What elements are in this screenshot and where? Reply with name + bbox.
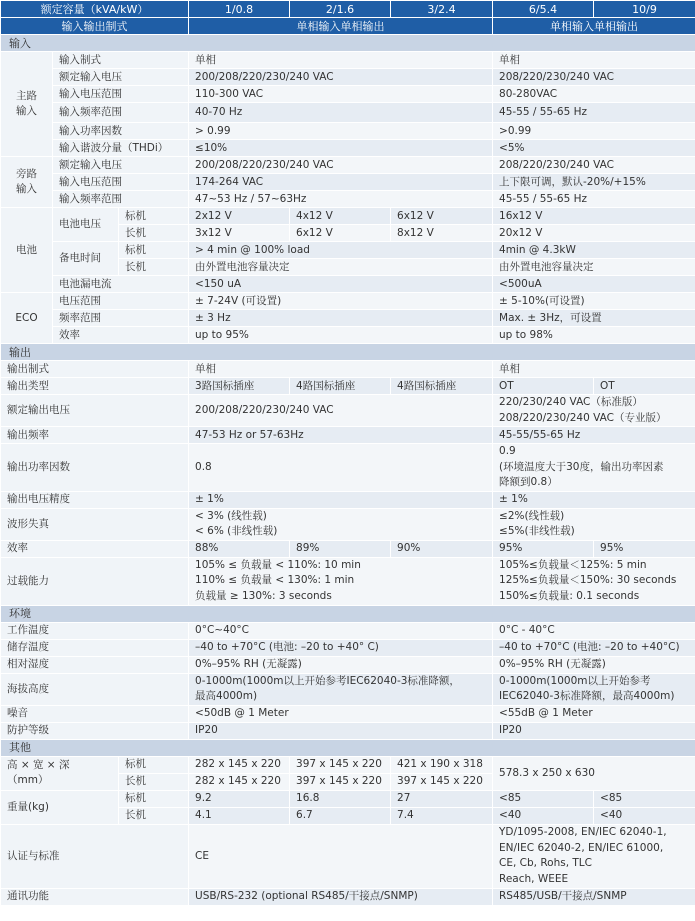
cell-value: 0°C - 40°C [493,622,695,639]
capacity-row [1,1,695,18]
cell-value: 由外置电池容量决定 [189,259,493,276]
row-label: 过载能力 [1,557,189,605]
cell-value: 200/208/220/230/240 VAC [189,157,493,174]
capacity-label: 额定容量（kVA/kW） [1,1,189,18]
cell-value: <40 [594,807,695,824]
cell-value: ≤10% [189,140,493,157]
cell-value: 282 x 145 x 220 [189,756,290,773]
cell-value: 200/208/220/230/240 VAC [189,395,493,427]
cell-value: > 0.99 [189,123,493,140]
row-label: 防护等级 [1,722,189,739]
cell-value: 8x12 V [391,225,493,242]
row-label: 输入电压范围 [53,86,189,103]
cell-value: 4min @ 4.3kW [493,242,695,259]
row-label: 噪音 [1,705,189,722]
cell-value: <55dB @ 1 Meter [493,705,695,722]
cell-value: <5% [493,140,695,157]
cell-value: <500uA [493,276,695,293]
row-label: 电池电压 [53,208,119,242]
cell-value: 20x12 V [493,225,695,242]
row-label: 输入功率因数 [53,123,189,140]
cell-value: 4.1 [189,807,290,824]
cell-value: YD/1095-2008, EN/IEC 62040-1, EN/IEC 62040-2, EN/IEC 61000, CE, Cb, Rohs, TLC Reach, WEEE [493,824,695,888]
cell-value: 上下限可调，默认-20%/+15% [493,174,695,191]
table-row [1,276,695,293]
cell-value: 89% [290,540,391,557]
cell-value: 397 x 145 x 220 [391,773,493,790]
row-label: 输入制式 [53,52,189,69]
row-label: 输出类型 [1,378,189,395]
cell-value: 208/220/230/240 VAC [493,157,695,174]
cell-value: ≤2%(线性载) ≤5%(非线性载) [493,508,695,540]
cell-value: 45-55/55-65 Hz [493,427,695,444]
cell-value: 110-300 VAC [189,86,493,103]
table-row [1,622,695,639]
cell-value: 单相 [189,361,493,378]
sub-label-long: 长机 [119,773,189,790]
cell-value: 0°C~40°C [189,622,493,639]
table-row [1,427,695,444]
cell-value: > 4 min @ 100% load [189,242,493,259]
table-row [1,557,695,605]
cell-value: 47~53 Hz / 57~63Hz [189,191,493,208]
cell-value: ± 5-10%(可设置) [493,293,695,310]
row-label: 通讯功能 [1,888,189,905]
cell-value: 0-1000m(1000m以上开始参考 IEC62040-3标准降额，最高4000m) [493,673,695,705]
table-row [1,86,695,103]
cell-value: 0-1000m(1000m以上开始参考IEC62040-3标准降额， 最高4000m) [189,673,493,705]
table-row [1,722,695,739]
section-output [1,344,695,361]
row-label: 效率 [1,540,189,557]
cell-value: 80-280VAC [493,86,695,103]
cell-value: 4x12 V [290,208,391,225]
row-label: 认证与标准 [1,824,189,888]
table-row [1,293,695,310]
io-type-b: 单相输入单相输出 [493,18,695,35]
table-row [1,69,695,86]
battery-label: 电池 [1,208,53,293]
model-1k: 1/0.8 [189,1,290,18]
table-row [1,824,695,888]
row-label: 输出频率 [1,427,189,444]
row-label: 额定输出电压 [1,395,189,427]
cell-value: 220/230/240 VAC（标准版） 208/220/230/240 VAC（专业版） [493,395,695,427]
cell-value: ± 7-24V (可设置) [189,293,493,310]
cell-value: 3路国标插座 [189,378,290,395]
row-label: 波形失真 [1,508,189,540]
cell-value: 由外置电池容量决定 [493,259,695,276]
section-input-title: 输入 [1,35,695,52]
model-10k: 10/9 [594,1,695,18]
cell-value: 0%–95% RH (无凝露) [493,656,695,673]
sub-label-long: 长机 [119,225,189,242]
row-label: 相对湿度 [1,656,189,673]
cell-value: 397 x 145 x 220 [290,756,391,773]
section-output-title: 输出 [1,344,695,361]
row-label: 电池漏电流 [53,276,189,293]
row-label: 储存温度 [1,639,189,656]
cell-value: –40 to +70°C (电池: –20 to +40° C) [189,639,493,656]
cell-value: 单相 [493,52,695,69]
cell-value: 9.2 [189,790,290,807]
table-row [1,491,695,508]
dimension-label: 高 × 宽 × 深 （mm） [1,756,119,790]
cell-value: 397 x 145 x 220 [290,773,391,790]
table-row [1,242,695,259]
table-row [1,444,695,492]
eco-label: ECO [1,293,53,344]
table-row [1,140,695,157]
cell-value: 0.9 (环境温度大于30度，输出功率因素 降额到0.8） [493,444,695,492]
row-label: 效率 [53,327,189,344]
row-label: 工作温度 [1,622,189,639]
row-label: 额定输入电压 [53,69,189,86]
sub-label-rack: 标机 [119,790,189,807]
cell-value: 45-55 / 55-65 Hz [493,103,695,123]
cell-value: ± 1% [189,491,493,508]
cell-value: 208/220/230/240 VAC [493,69,695,86]
model-3k: 3/2.4 [391,1,493,18]
cell-value: IP20 [493,722,695,739]
cell-value: 6x12 V [290,225,391,242]
io-type-a: 单相输入单相输出 [189,18,493,35]
cell-value: 174-264 VAC [189,174,493,191]
cell-value: IP20 [189,722,493,739]
cell-value: 90% [391,540,493,557]
cell-value: 6.7 [290,807,391,824]
row-label: 电压范围 [53,293,189,310]
section-other-title: 其他 [1,739,695,756]
table-row [1,52,695,69]
table-row [1,656,695,673]
row-label: 输入频率范围 [53,103,189,123]
cell-value: 3x12 V [189,225,290,242]
bypass-input-label: 旁路 输入 [1,157,53,208]
cell-value: 105% ≤ 负载量 < 110%: 10 min 110% ≤ 负载量 < 130%: 1 min 负载量 ≥ 130%: 3 seconds [189,557,493,605]
cell-value: USB/RS-232 (optional RS485/干接点/SNMP) [189,888,493,905]
section-input [1,35,695,52]
table-row [1,361,695,378]
table-row [1,888,695,905]
table-row [1,103,695,123]
row-label: 额定输入电压 [53,157,189,174]
table-row [1,639,695,656]
section-other [1,739,695,756]
cell-value: <150 uA [189,276,493,293]
table-row [1,540,695,557]
cell-value: 282 x 145 x 220 [189,773,290,790]
model-6k: 6/5.4 [493,1,594,18]
cell-value: 0%–95% RH (无凝露) [189,656,493,673]
cell-value: 单相 [493,361,695,378]
cell-value: >0.99 [493,123,695,140]
cell-value: up to 98% [493,327,695,344]
cell-value: 4路国标插座 [391,378,493,395]
table-row [1,673,695,705]
cell-value: 88% [189,540,290,557]
table-row [1,208,695,225]
cell-value: RS485/USB/干接点/SNMP [493,888,695,905]
cell-value: < 3% (线性载) < 6% (非线性载) [189,508,493,540]
table-row [1,157,695,174]
main-input-label: 主路 输入 [1,52,53,157]
table-row [1,756,695,773]
cell-value: 200/208/220/230/240 VAC [189,69,493,86]
cell-value: <85 [594,790,695,807]
row-label: 输入谐波分量（THDi） [53,140,189,157]
cell-value: CE [189,824,493,888]
table-row [1,123,695,140]
cell-value: ± 3 Hz [189,310,493,327]
cell-value: <50dB @ 1 Meter [189,705,493,722]
sub-label-long: 长机 [119,807,189,824]
row-label: 备电时间 [53,242,119,276]
cell-value: OT [594,378,695,395]
table-row [1,191,695,208]
table-row [1,705,695,722]
table-row [1,395,695,427]
table-row [1,174,695,191]
row-label: 输出功率因数 [1,444,189,492]
row-label: 频率范围 [53,310,189,327]
sub-label-rack: 标机 [119,756,189,773]
section-environment-title: 环境 [1,605,695,622]
table-row [1,508,695,540]
sub-label-long: 长机 [119,259,189,276]
io-type-row [1,18,695,35]
cell-value: 6x12 V [391,208,493,225]
cell-value: 105%≤负载量＜125%: 5 min 125%≤负载量＜150%: 30 seconds 150%≤负载量: 0.1 seconds [493,557,695,605]
weight-label: 重量(kg) [1,790,119,824]
sub-label-rack: 标机 [119,242,189,259]
row-label: 输入频率范围 [53,191,189,208]
cell-value: –40 to +70°C (电池: –20 to +40°C) [493,639,695,656]
row-label: 海拔高度 [1,673,189,705]
cell-value: 0.8 [189,444,493,492]
cell-value: 95% [594,540,695,557]
row-label: 输出制式 [1,361,189,378]
cell-value: <40 [493,807,594,824]
cell-value: 45-55 / 55-65 Hz [493,191,695,208]
cell-value: <85 [493,790,594,807]
cell-value: 27 [391,790,493,807]
table-row [1,378,695,395]
cell-value: 7.4 [391,807,493,824]
cell-value: OT [493,378,594,395]
cell-value: 16.8 [290,790,391,807]
table-row [1,790,695,807]
cell-value: 421 x 190 x 318 [391,756,493,773]
table-row [1,310,695,327]
cell-value: 95% [493,540,594,557]
row-label: 输出电压精度 [1,491,189,508]
table-row [1,327,695,344]
cell-value: 40-70 Hz [189,103,493,123]
cell-value: 16x12 V [493,208,695,225]
section-environment [1,605,695,622]
cell-value: 578.3 x 250 x 630 [493,756,695,790]
cell-value: Max. ± 3Hz，可设置 [493,310,695,327]
model-2k: 2/1.6 [290,1,391,18]
cell-value: 4路国标插座 [290,378,391,395]
cell-value: 47-53 Hz or 57-63Hz [189,427,493,444]
cell-value: 单相 [189,52,493,69]
io-type-label: 输入输出制式 [1,18,189,35]
row-label: 输入电压范围 [53,174,189,191]
sub-label-rack: 标机 [119,208,189,225]
cell-value: up to 95% [189,327,493,344]
cell-value: ± 1% [493,491,695,508]
cell-value: 2x12 V [189,208,290,225]
